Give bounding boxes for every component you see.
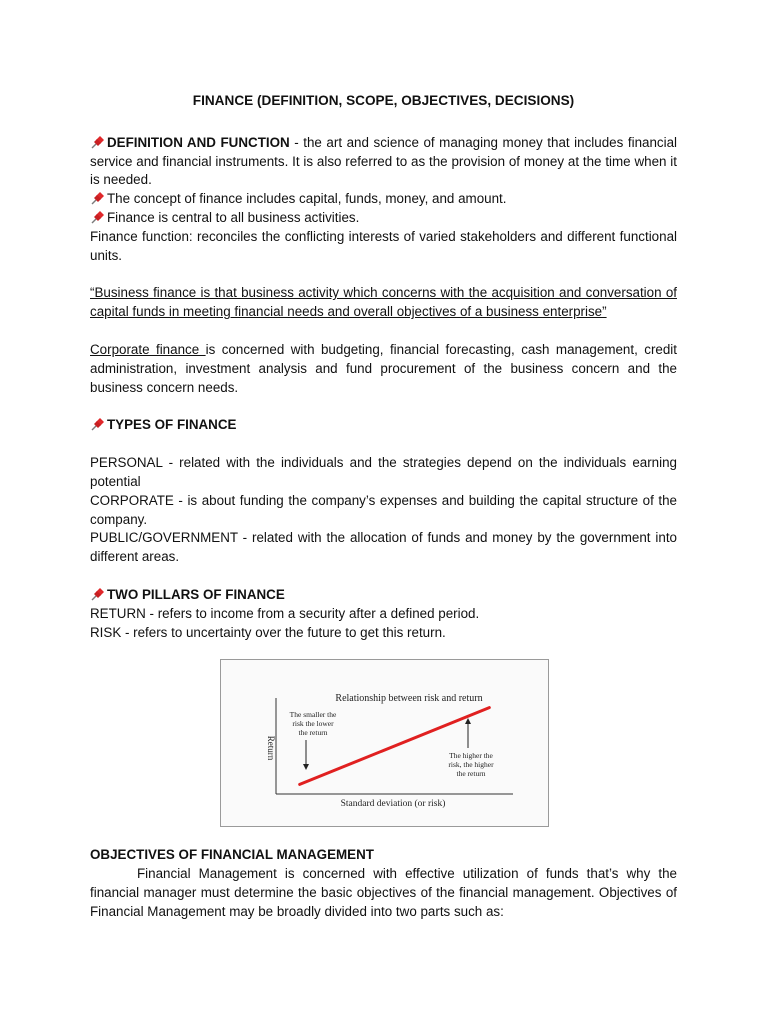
annotation-higher-line-1: The higher the — [449, 751, 493, 761]
pushpin-icon — [90, 416, 107, 435]
definition-heading: DEFINITION AND FUNCTION — [107, 134, 290, 150]
pushpin-icon — [90, 190, 107, 209]
pushpin-icon — [90, 586, 107, 605]
y-axis-label: Return — [266, 736, 276, 761]
type-public: PUBLIC/GOVERNMENT - related with the allocation of funds and money by the government into different areas. — [90, 530, 677, 565]
concept-bullet — [90, 190, 677, 209]
corporate-finance-paragraph — [90, 341, 677, 397]
pillars-heading — [90, 586, 677, 605]
pushpin-icon — [90, 209, 107, 228]
document-body — [90, 92, 677, 922]
arrow-up-head — [465, 718, 471, 724]
types-heading-text: TYPES OF FINANCE — [107, 417, 237, 433]
objectives-paragraph: Financial Management is concerned with effective utilization of funds that’s why the financial manager must determine the basic objectives of the financial management. Objectives of Financial Management may be broadly divided into two parts such as: — [90, 866, 677, 919]
annotation-lower — [290, 710, 337, 770]
arrow-down-head — [303, 764, 309, 770]
pillar-risk: RISK - refers to uncertainty over the future to get this return. — [90, 624, 446, 640]
annotation-lower-line-1: The smaller the — [289, 710, 337, 720]
chart-title: Relationship between risk and return — [335, 693, 483, 705]
risk-return-chart — [221, 660, 548, 826]
corporate-finance-term: Corporate finance — [90, 341, 206, 357]
corporate-finance-text: is concerned with budgeting, financial forecasting, cash management, credit administration, investment analysis and fund procurement of the business concern and the business concern needs. — [90, 341, 677, 395]
pushpin-icon — [90, 134, 107, 153]
annotation-higher-line-2: risk, the higher — [448, 760, 494, 770]
risk-return-figure — [220, 659, 549, 827]
pillars-heading-text: TWO PILLARS OF FINANCE — [107, 586, 285, 602]
concept-text: The concept of finance includes capital, funds, money, and amount. — [107, 191, 507, 207]
annotation-higher — [448, 718, 494, 778]
business-finance-quote: “Business finance is that business activity which concerns with the acquisition and conversation of capital funds in meeting financial needs and overall objectives of a business enterprise” — [90, 285, 677, 320]
type-corporate: CORPORATE - is about funding the company’s expenses and building the capital structure of the company. — [90, 492, 677, 527]
type-personal: PERSONAL - related with the individuals and the strategies depend on the individuals earning potential — [90, 455, 677, 489]
central-bullet — [90, 209, 677, 228]
x-axis-label: Standard deviation (or risk) — [340, 799, 446, 810]
types-heading — [90, 416, 677, 435]
definition-text: - the art and science of managing money that includes financial service and financial instruments. It is also referred to as the provision of money at the time when it is needed. — [90, 134, 677, 188]
annotation-lower-line-3: the return — [298, 728, 328, 738]
annotation-lower-line-2: risk the lower — [292, 719, 334, 729]
function-paragraph: Finance function: reconciles the conflicting interests of varied stakeholders and different functional units. — [90, 228, 677, 263]
page-title: FINANCE (DEFINITION, SCOPE, OBJECTIVES, DECISIONS) — [192, 93, 575, 108]
central-text: Finance is central to all business activities. — [107, 209, 360, 225]
definition-paragraph — [90, 134, 677, 190]
objectives-heading: OBJECTIVES OF FINANCIAL MANAGEMENT — [90, 847, 374, 863]
pillar-return: RETURN - refers to income from a security after a defined period. — [90, 605, 480, 621]
annotation-higher-line-3: the return — [456, 769, 486, 779]
